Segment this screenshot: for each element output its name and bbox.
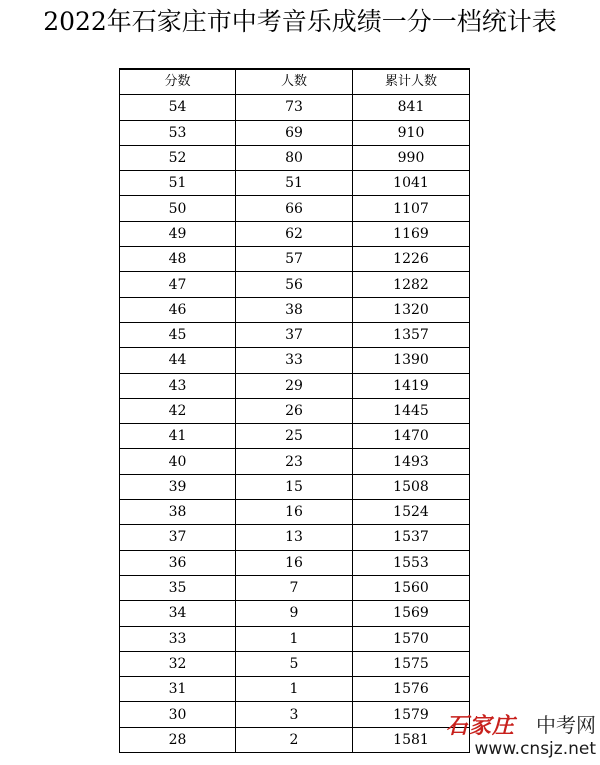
cell-count: 26	[236, 398, 353, 423]
table-row	[120, 171, 470, 196]
cell-count: 5	[236, 651, 353, 676]
table-row	[120, 474, 470, 499]
cell-score: 43	[120, 373, 236, 398]
cell-count: 16	[236, 550, 353, 575]
cell-count: 13	[236, 525, 353, 550]
cell-score: 40	[120, 449, 236, 474]
cell-cumulative: 1419	[353, 373, 470, 398]
table-row	[120, 373, 470, 398]
cell-score: 30	[120, 702, 236, 727]
table-row	[120, 120, 470, 145]
table-row	[120, 95, 470, 120]
table-row	[120, 727, 470, 752]
cell-count: 56	[236, 272, 353, 297]
cell-score: 42	[120, 398, 236, 423]
watermark	[446, 709, 596, 759]
table-row	[120, 297, 470, 322]
cell-cumulative: 1320	[353, 297, 470, 322]
table-row	[120, 677, 470, 702]
cell-score: 33	[120, 626, 236, 651]
cell-count: 3	[236, 702, 353, 727]
cell-count: 62	[236, 221, 353, 246]
watermark-brand-logo: 石家庄	[446, 713, 516, 739]
table-row	[120, 550, 470, 575]
cell-cumulative: 1579	[353, 702, 470, 727]
table-row	[120, 500, 470, 525]
cell-count: 80	[236, 145, 353, 170]
cell-cumulative: 1575	[353, 651, 470, 676]
cell-score: 50	[120, 196, 236, 221]
cell-score: 47	[120, 272, 236, 297]
cell-count: 66	[236, 196, 353, 221]
table-row	[120, 575, 470, 600]
cell-cumulative: 1493	[353, 449, 470, 474]
cell-cumulative: 1282	[353, 272, 470, 297]
cell-count: 37	[236, 322, 353, 347]
cell-count: 51	[236, 171, 353, 196]
cell-count: 25	[236, 424, 353, 449]
cell-score: 46	[120, 297, 236, 322]
cell-count: 23	[236, 449, 353, 474]
table-row	[120, 626, 470, 651]
table-row	[120, 221, 470, 246]
cell-cumulative: 1107	[353, 196, 470, 221]
table-header-row	[120, 69, 470, 95]
watermark-site-name: 中考网	[536, 713, 596, 737]
header-count: 人数	[236, 69, 353, 95]
table-body	[120, 95, 470, 753]
cell-count: 2	[236, 727, 353, 752]
cell-score: 39	[120, 474, 236, 499]
cell-score: 38	[120, 500, 236, 525]
cell-cumulative: 1390	[353, 348, 470, 373]
cell-count: 38	[236, 297, 353, 322]
cell-cumulative: 1570	[353, 626, 470, 651]
cell-cumulative: 1560	[353, 575, 470, 600]
table-row	[120, 145, 470, 170]
table-row	[120, 702, 470, 727]
table-row	[120, 247, 470, 272]
cell-cumulative: 1169	[353, 221, 470, 246]
cell-cumulative: 1576	[353, 677, 470, 702]
table-row	[120, 272, 470, 297]
cell-score: 41	[120, 424, 236, 449]
cell-cumulative: 1508	[353, 474, 470, 499]
cell-score: 28	[120, 727, 236, 752]
cell-count: 29	[236, 373, 353, 398]
cell-score: 45	[120, 322, 236, 347]
cell-count: 69	[236, 120, 353, 145]
table-row	[120, 322, 470, 347]
header-cumulative: 累计人数	[353, 69, 470, 95]
table-row	[120, 348, 470, 373]
header-score: 分数	[120, 69, 236, 95]
cell-cumulative: 1041	[353, 171, 470, 196]
table-row	[120, 525, 470, 550]
table-row	[120, 601, 470, 626]
cell-score: 48	[120, 247, 236, 272]
cell-count: 9	[236, 601, 353, 626]
cell-cumulative: 990	[353, 145, 470, 170]
cell-score: 36	[120, 550, 236, 575]
cell-score: 37	[120, 525, 236, 550]
table-row	[120, 398, 470, 423]
watermark-url: www.cnsjz.net	[474, 739, 596, 759]
cell-cumulative: 910	[353, 120, 470, 145]
cell-score: 49	[120, 221, 236, 246]
cell-score: 51	[120, 171, 236, 196]
cell-cumulative: 1226	[353, 247, 470, 272]
cell-count: 1	[236, 626, 353, 651]
cell-score: 44	[120, 348, 236, 373]
table-row	[120, 651, 470, 676]
cell-count: 73	[236, 95, 353, 120]
cell-score: 35	[120, 575, 236, 600]
cell-cumulative: 1524	[353, 500, 470, 525]
cell-score: 52	[120, 145, 236, 170]
cell-cumulative: 1569	[353, 601, 470, 626]
cell-cumulative: 1445	[353, 398, 470, 423]
cell-count: 57	[236, 247, 353, 272]
cell-count: 15	[236, 474, 353, 499]
table-row	[120, 449, 470, 474]
cell-score: 54	[120, 95, 236, 120]
table-row	[120, 196, 470, 221]
cell-count: 1	[236, 677, 353, 702]
cell-count: 16	[236, 500, 353, 525]
cell-score: 34	[120, 601, 236, 626]
cell-cumulative: 1537	[353, 525, 470, 550]
cell-cumulative: 1470	[353, 424, 470, 449]
score-distribution-table	[119, 68, 470, 753]
cell-cumulative: 841	[353, 95, 470, 120]
cell-score: 31	[120, 677, 236, 702]
cell-cumulative: 1553	[353, 550, 470, 575]
cell-score: 32	[120, 651, 236, 676]
table-row	[120, 424, 470, 449]
page-title: 2022年石家庄市中考音乐成绩一分一档统计表	[43, 7, 557, 36]
cell-cumulative: 1581	[353, 727, 470, 752]
cell-count: 7	[236, 575, 353, 600]
cell-count: 33	[236, 348, 353, 373]
cell-cumulative: 1357	[353, 322, 470, 347]
cell-score: 53	[120, 120, 236, 145]
